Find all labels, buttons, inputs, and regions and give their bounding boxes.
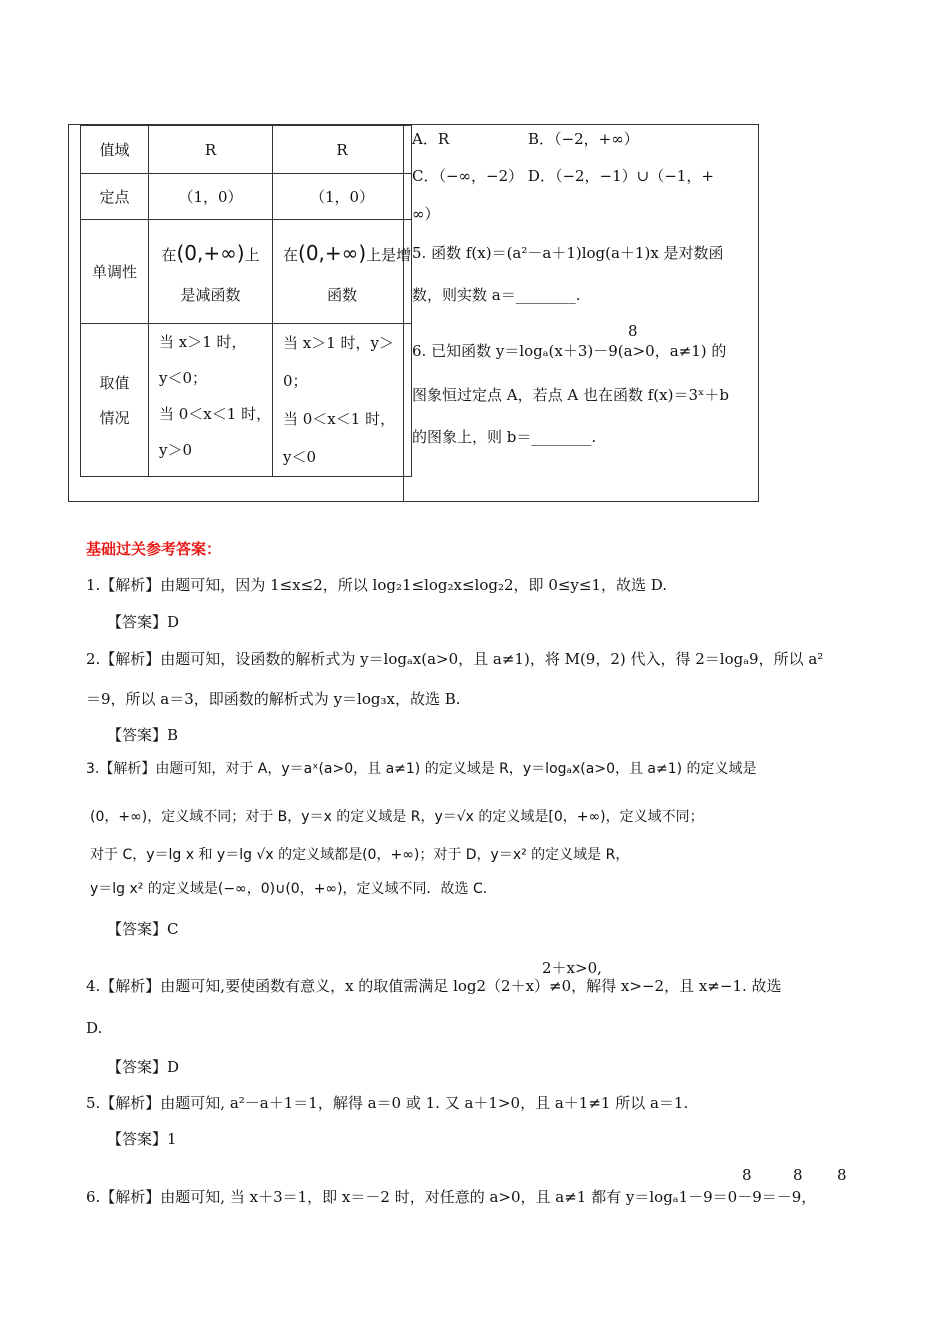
answer-3-analysis-line3: 对于 C，y＝lg x 和 y＝lg √x 的定义域都是(0，+∞)；对于 D，y＝x² 的定义域是 R， (90, 847, 630, 863)
option-b: B．（−2，+∞） (528, 130, 639, 148)
row-label: 值域 (81, 126, 149, 174)
row-label: 定点 (81, 174, 149, 220)
answer-5-key: 【答案】1 (107, 1130, 177, 1148)
question-5-line2: 数，则实数 a＝________. (412, 286, 581, 304)
option-a: A．R (412, 130, 450, 148)
answer-2-key: 【答案】B (107, 726, 179, 744)
monotonic-line2: 函数 (327, 285, 358, 304)
cell-line: 当 x＞1 时， (159, 333, 247, 351)
table-row (81, 324, 412, 477)
answer-3-analysis-line1: 3.【解析】由题可知，对于 A，y＝aˣ(a>0，且 a≠1) 的定义域是 R，y＝logₐx(a>0，且 a≠1) 的定义域是 (86, 761, 757, 777)
label-line: 取值 (99, 374, 130, 392)
cell-line: y＞0 (159, 441, 193, 459)
answer-4-analysis-line1: 4.【解析】由题可知,要使函数有意义，x 的取值需满足 log2（2＋x）≠0，解得 x>−2，且 x≠−1. 故选 (86, 977, 782, 995)
cell-line: y＜0 (283, 448, 317, 466)
answer-5-analysis: 5.【解析】由题可知, a²－a＋1＝1，解得 a＝0 或 1. 又 a＋1>0，且 a＋1≠1 所以 a＝1. (86, 1094, 689, 1112)
cell-line: y＜0； (159, 369, 208, 387)
answers-heading: 基础过关参考答案： (86, 540, 222, 558)
table-row (81, 220, 412, 324)
cell: R (273, 126, 412, 174)
log-properties-table (80, 125, 412, 477)
monotonic-line2: 是减函数 (180, 285, 241, 304)
monotonic-line1: 在(0,+∞)上 (161, 240, 260, 265)
fraction-numerator: 8 (628, 322, 638, 340)
cell-line: 当 0＜x＜1 时， (283, 410, 396, 428)
question-6-line2: 图象恒过定点 A，若点 A 也在函数 f(x)＝3ˣ＋b (412, 386, 729, 404)
table-row (81, 126, 412, 174)
cell (149, 324, 273, 477)
question-5-line1: 5. 函数 f(x)＝(a²－a＋1)log(a＋1)x 是对数函 (412, 244, 724, 262)
answer-2-analysis-line1: 2.【解析】由题可知，设函数的解析式为 y＝logₐx(a>0，且 a≠1)，将 M(9，2) 代入，得 2＝logₐ9，所以 a² (86, 650, 824, 668)
cell (149, 220, 273, 324)
cell: （1，0） (273, 174, 412, 220)
answer-4-analysis-line2: D. (86, 1019, 103, 1037)
label-line: 情况 (99, 409, 130, 427)
question-6-line1: 6. 已知函数 y＝logₐ(x＋3)－9(a>0，a≠1) 的 (412, 342, 727, 360)
monotonic-line1: 在(0,+∞)上是增 (283, 240, 412, 265)
answer-2-analysis-line2: ＝9，所以 a＝3，即函数的解析式为 y＝log₃x，故选 B. (86, 690, 461, 708)
cell (273, 324, 412, 477)
fraction-numerator: 8 (793, 1166, 803, 1184)
cell (273, 220, 412, 324)
cell: R (149, 126, 273, 174)
fraction-numerator: 8 (837, 1166, 847, 1184)
cell-line: 0； (283, 372, 308, 390)
cell-line: 当 x＞1 时，y＞ (283, 334, 395, 352)
answer-3-analysis-line2: (0，+∞)，定义域不同；对于 B，y＝x 的定义域是 R，y＝√x 的定义域是[0，+∞)，定义域不同； (90, 809, 704, 825)
fraction-numerator: 8 (742, 1166, 752, 1184)
table-row (81, 174, 412, 220)
answer-3-key: 【答案】C (107, 920, 179, 938)
options-c-d: C．（−∞，−2） D．（−2，−1）∪（−1，+ (412, 167, 714, 185)
answer-4-key: 【答案】D (107, 1058, 180, 1076)
answer-4-condition: 2＋x>0, (542, 959, 602, 977)
question-6-line3: 的图象上，则 b＝________. (412, 428, 597, 446)
answer-6-analysis: 6.【解析】由题可知, 当 x＋3＝1，即 x＝－2 时，对任意的 a>0，且 a≠1 都有 y＝logₐ1－9＝0－9＝－9， (86, 1188, 817, 1206)
answer-1-key: 【答案】D (107, 613, 180, 631)
answer-1-analysis: 1.【解析】由题可知，因为 1≤x≤2，所以 log₂1≤log₂x≤log₂2，即 0≤y≤1，故选 D. (86, 576, 668, 594)
row-label: 单调性 (81, 220, 149, 324)
option-d-tail: ∞） (412, 205, 440, 223)
answer-3-analysis-line4: y＝lg x² 的定义域是(−∞，0)∪(0，+∞)，定义域不同．故选 C. (90, 881, 488, 897)
cell: （1，0） (149, 174, 273, 220)
cell-line: 当 0＜x＜1 时， (159, 405, 272, 423)
row-label (81, 324, 149, 477)
